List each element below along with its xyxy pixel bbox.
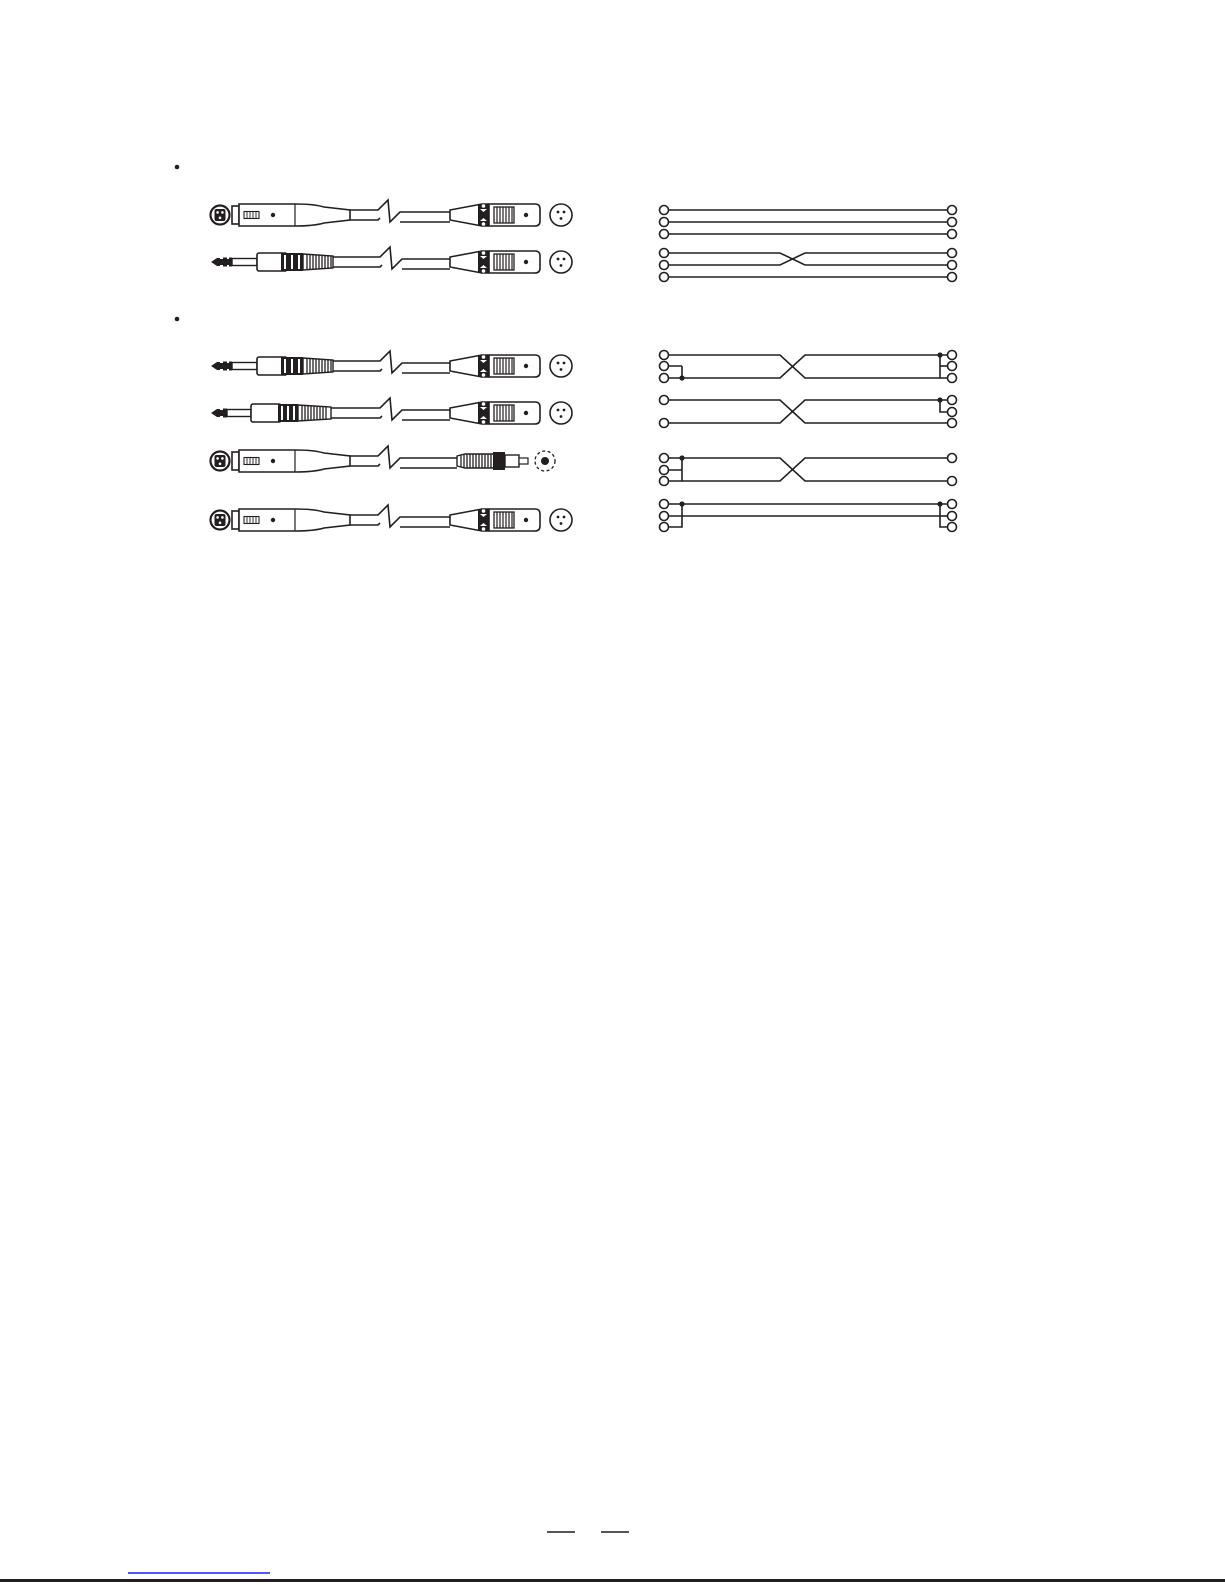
- section-bullet: [175, 317, 180, 322]
- ts-jack-connector: [211, 404, 331, 422]
- trs-jack-connector: [211, 253, 333, 271]
- wiring-crossed-2-to-3: [664, 400, 952, 423]
- xlr-female-connector: [211, 204, 351, 226]
- wiring-terminals: [660, 206, 957, 532]
- wiring-crossed-3: [664, 253, 952, 277]
- wiring-crossed-3-to-2: [664, 458, 952, 481]
- xlr-female-connector: [211, 509, 351, 531]
- cable-xlr-female-to-rca: [211, 446, 556, 472]
- cable-xlr-female-to-xlr-male-unbalanced: [211, 505, 573, 531]
- xlr-male-connector: [450, 204, 572, 226]
- section-bullet: [175, 165, 180, 170]
- xlr-male-connector: [450, 355, 572, 377]
- trs-jack-connector: [211, 357, 333, 375]
- xlr-male-connector: [450, 251, 572, 273]
- xlr-male-connector: [450, 402, 572, 424]
- cable-trs-to-xlr-male-unbalanced: [211, 351, 572, 377]
- wiring-straight-3: [664, 210, 952, 234]
- xlr-male-connector: [450, 509, 572, 531]
- wiring-bridged-straight: [664, 504, 952, 527]
- wiring-crossed-bridged: [664, 355, 952, 378]
- cable-xlr-female-to-xlr-male: [211, 200, 573, 226]
- rca-connector: [457, 451, 555, 471]
- cable-wire: [350, 200, 450, 222]
- cable-trs-to-xlr-male: [211, 247, 572, 273]
- cable-ts-to-xlr-male: [211, 398, 572, 424]
- xlr-female-connector: [211, 450, 351, 472]
- junction-dots: [679, 352, 942, 506]
